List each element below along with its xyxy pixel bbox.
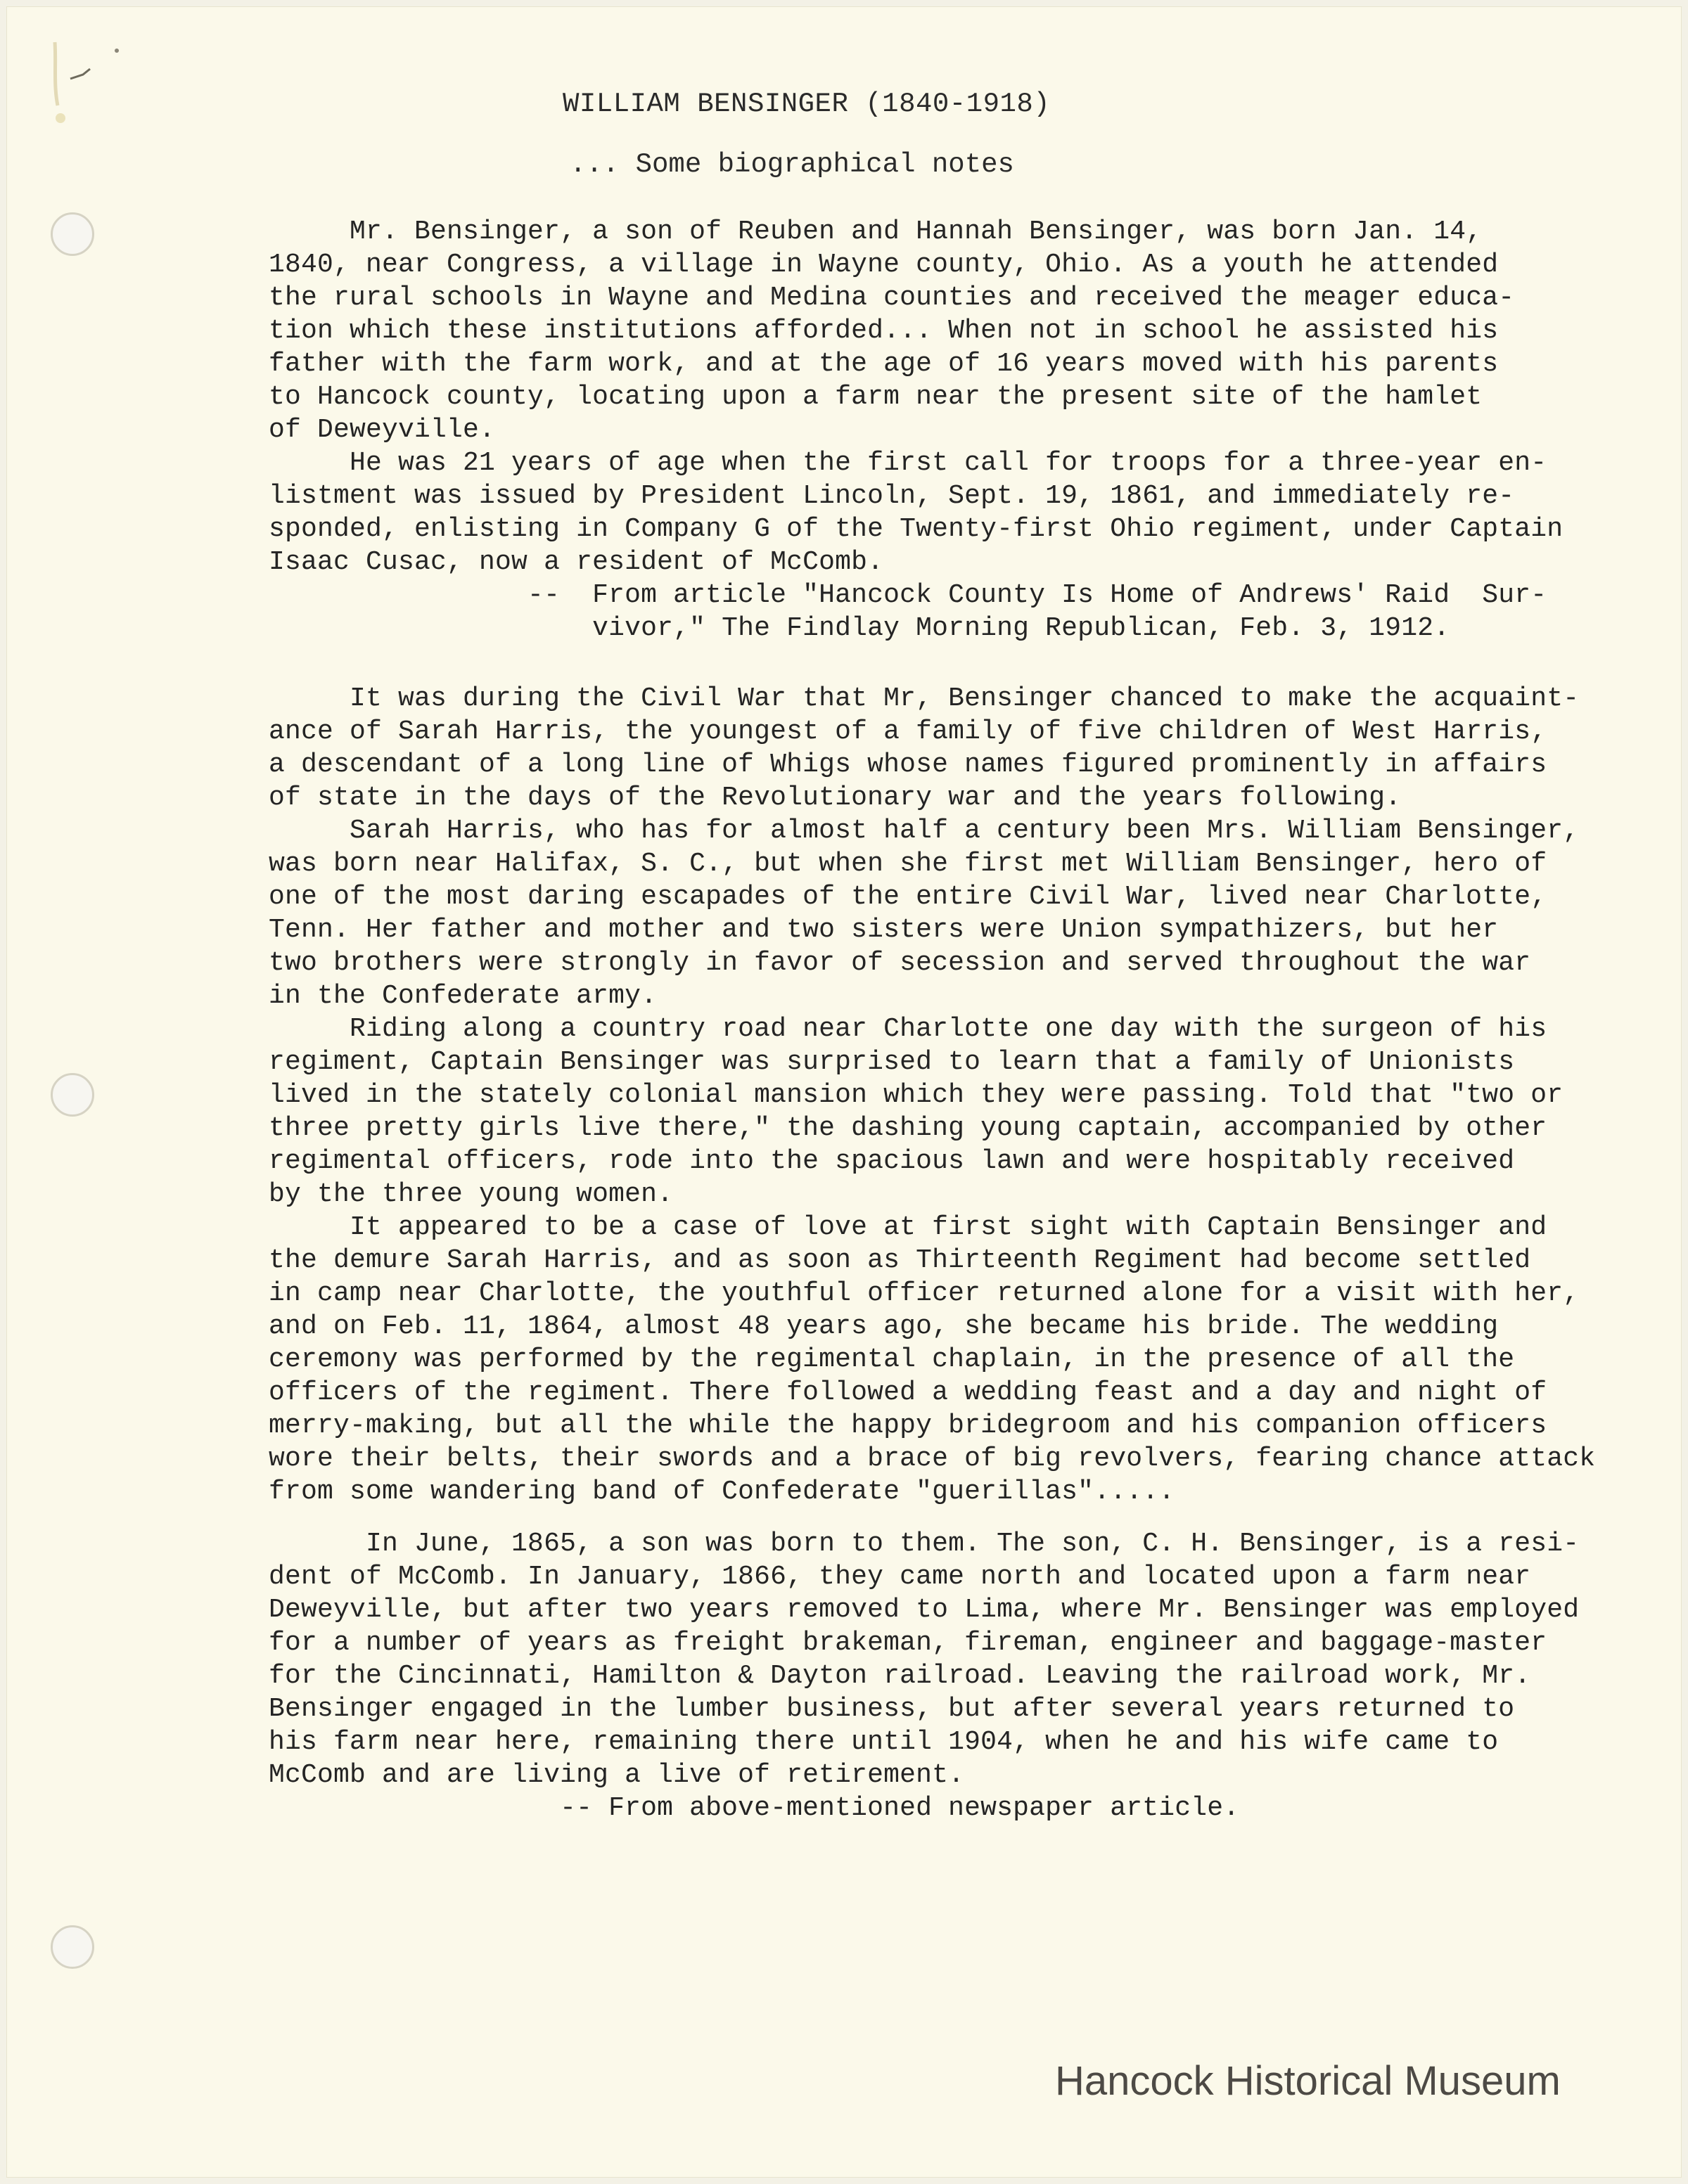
document-title: WILLIAM BENSINGER (1840-1918) (563, 89, 1051, 120)
paper-smudge-icon (51, 35, 128, 141)
biography-section-1: Mr. Bensinger, a son of Reuben and Hannah Bensinger, was born Jan. 14, 1840, near Congress, a village in Wayne county, Ohio. As a youth he attended the rural schools in Wayne and Medina counties and received the meager educa- tion which these institutions afforded... When not in school he assisted his father with the farm work, and at the age of 16 years moved with his parents to Hancock county, locating upon a farm near the present site of the hamlet of Deweyville. He was 21 years of age when the first call for troops for a three-year en- listment was issued by President Lincoln, Sept. 19, 1861, and immediately re- sponded, enlisting in Company G of the Twenty-first Ohio regiment, under Captain Isaac Cusac, now a resident of McComb. -- From article "Hancock County Is Home of Andrews' Raid Sur- vivor," The Findlay Morning Republican, Feb. 3, 1912. (269, 217, 1564, 643)
biography-section-3: In June, 1865, a son was born to them. The son, C. H. Bensinger, is a resi- dent of McComb. In January, 1866, they came north and located upon a farm near Deweyville, but after two years removed to Lima, where Mr. Bensinger was employed for a number of years as freight brakeman, fireman, engineer and baggage-master for the Cincinnati, Hamilton & Dayton railroad. Leaving the railroad work, Mr. Bensinger engaged in the lumber business, but after several years returned to his farm near here, remaining there until 1904, when he and his wife came to McComb and are living a live of retirement. -- From above-mentioned newspaper article. (269, 1529, 1580, 1823)
document-subtitle: ... Some biographical notes (570, 149, 1014, 180)
document-page (7, 7, 1681, 2177)
binder-hole-icon (51, 212, 94, 256)
biography-section-2: It was during the Civil War that Mr, Bensinger chanced to make the acquaint- ance of Sarah Harris, the youngest of a family of five children of West Harris, a descendant of a long line of Whigs whose names figured prominently in affairs of state in the days of the Revolutionary war and the years following. Sarah Harris, who has for almost half a century been Mrs. William Bensinger, was born near Halifax, S. C., but when she first met William Bensinger, hero of one of the most daring escapades of the entire Civil War, lived near Charlotte, Tenn. Her father and mother and two sisters were Union sympathizers, but her two brothers were strongly in favor of secession and served throughout the war in the Confederate army. Riding along a country road near Charlotte one day with the surgeon of his regiment, Captain Bensinger was surprised to learn that a family of Unionists lived in the stately colonial mansion which they were passing. Told that "two or three pretty girls live there," the dashing young captain, accompanied by other regimental officers, rode into the spacious lawn and were hospitably received by the three young women. It appeared to be a case of love at first sight with Captain Bensinger and the demure Sarah Harris, and as soon as Thirteenth Regiment had become settled in camp near Charlotte, the youthful officer returned alone for a visit with her, and on Feb. 11, 1864, almost 48 years ago, she became his bride. The wedding ceremony was performed by the regimental chaplain, in the presence of all the officers of the regiment. There followed a wedding feast and a day and night of merry-making, but all the while the happy bridegroom and his companion officers wore their belts, their swords and a brace of big revolvers, fearing chance attack from some wandering band of Confederate "guerillas"..... (269, 683, 1596, 1507)
binder-hole-icon (51, 1925, 94, 1969)
binder-hole-icon (51, 1073, 94, 1117)
museum-watermark: Hancock Historical Museum (1055, 2058, 1561, 2104)
